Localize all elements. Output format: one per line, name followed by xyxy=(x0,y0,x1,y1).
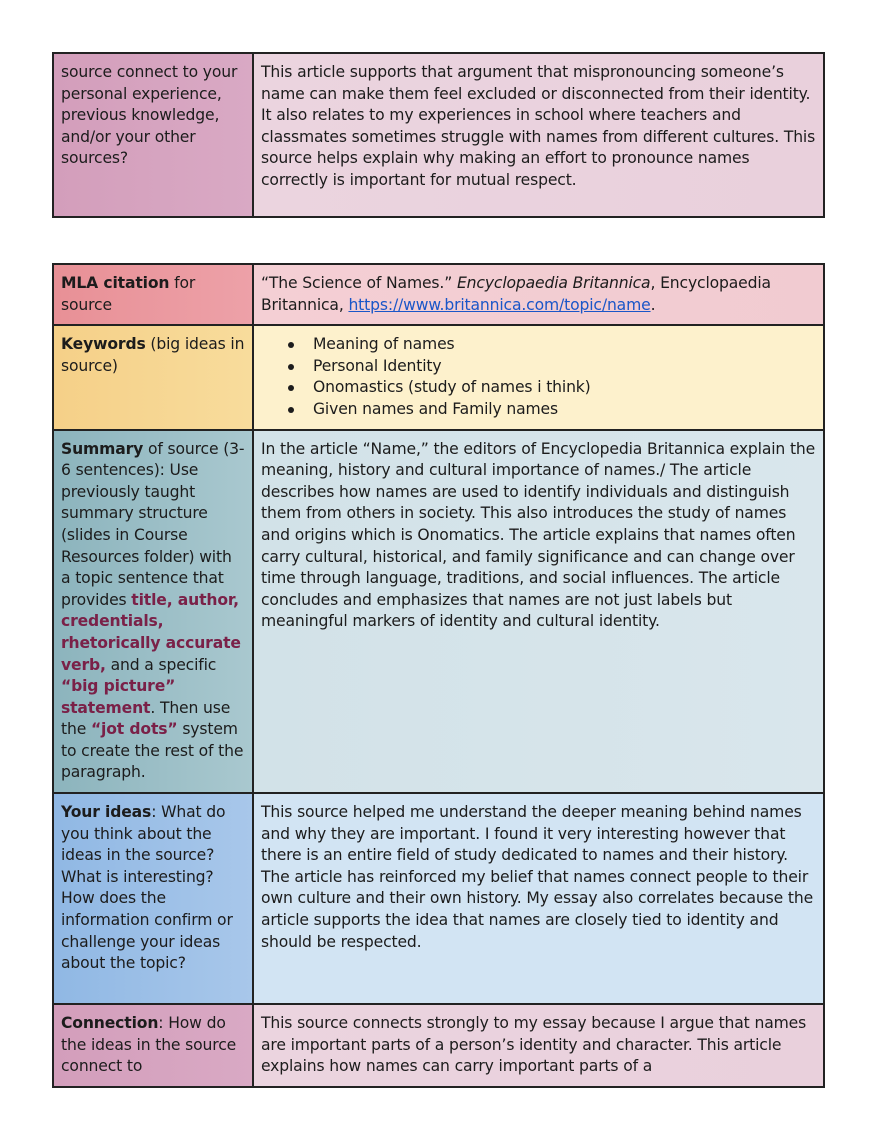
connection-label-bold: Connection xyxy=(61,1014,159,1033)
summary-label-part1: of source (3-6 sentences): Use previously taught summary structure (slides in Course Resources folder) with a topic sentence that provides xyxy=(61,439,245,609)
keywords-label-rest: (big ideas in source) xyxy=(61,335,245,375)
summary-label-part2: and a specific xyxy=(105,655,217,674)
ideas-row xyxy=(53,793,824,1004)
summary-label-accent3: “jot dots” xyxy=(90,720,178,739)
ideas-label-cell xyxy=(53,793,253,1004)
ideas-label-rest: : What do you think about the ideas in the source? What is interesting? How does the information confirm or challenge your ideas about the topic? xyxy=(61,803,233,973)
connection-label-cell xyxy=(53,53,253,217)
connection-label-rest: : How do the ideas in the source connect to xyxy=(61,1014,237,1076)
citation-url-link[interactable]: https://www.britannica.com/topic/name xyxy=(348,295,651,314)
summary-label-bold: Summary xyxy=(61,439,144,458)
citation-container: Encyclopaedia Britannica xyxy=(456,274,651,292)
summary-response-text: In the article “Name,” the editors of Encyclopedia Britannica explain the meaning, history and cultural importance of names./ The article describes how names are used to identify individuals and distinguish them from others in society. This also introduces the study of names and origins which is Onomatics. The article explains that names often carry cultural, historical, and family significance and can change over time through language, traditions, and social influences. The article concludes and emphasizes that names are not just labels but meaningful markers of identity and cultural identity. xyxy=(261,439,816,631)
connection-response-text: This article supports that argument that mispronouncing someone’s name can make them feel excluded or disconnected from their identity. It also relates to my experiences in school where teachers and classmates sometimes struggle with names from different cultures. This source helps explain why making an effort to pronounce names correctly is important for mutual respect. xyxy=(261,63,816,189)
mla-label-bold: MLA citation xyxy=(61,274,170,292)
citation-title: “The Science of Names.” xyxy=(261,274,457,292)
mla-label-cell xyxy=(53,264,253,325)
keyword-item: Given names and Family names xyxy=(313,399,816,421)
summary-row xyxy=(53,430,824,794)
keywords-list-cell[interactable] xyxy=(253,325,824,429)
keywords-label-bold: Keywords xyxy=(61,335,146,354)
connection-label-text: source connect to your personal experience, previous knowledge, and/or your other sources? xyxy=(61,63,238,168)
summary-label-cell xyxy=(53,430,253,794)
summary-label-accent1: title, author, credentials, rhetorically accurate verb, xyxy=(61,590,241,674)
keywords-label-cell xyxy=(53,325,253,429)
mla-label-rest: for source xyxy=(61,274,196,314)
keyword-item: Personal Identity xyxy=(313,356,816,378)
connection-row xyxy=(53,1004,824,1087)
mla-row xyxy=(53,264,824,325)
citation-publisher: , Encyclopaedia Britannica, xyxy=(261,274,771,314)
mla-citation-cell[interactable] xyxy=(253,264,824,325)
ideas-response-cell[interactable] xyxy=(253,793,824,1004)
summary-label-part3: . Then use the xyxy=(61,698,231,739)
summary-response-cell[interactable] xyxy=(253,430,824,794)
keyword-item: Meaning of names xyxy=(313,334,816,356)
summary-label-part4: system to create the rest of the paragraph. xyxy=(61,720,244,782)
connection-row-continued xyxy=(53,53,824,217)
keyword-item: Onomastics (study of names i think) xyxy=(313,377,816,399)
connection-response-cell[interactable] xyxy=(253,53,824,217)
source-table xyxy=(52,263,825,1088)
connection-response-cell[interactable] xyxy=(253,1004,824,1087)
connection-response-text: This source connects strongly to my essay because I argue that names are important parts of a person’s identity and character. This article explains how names can carry important parts of a xyxy=(261,1014,807,1076)
source-table-previous xyxy=(52,52,825,218)
keywords-row xyxy=(53,325,824,429)
keywords-list xyxy=(261,334,816,420)
ideas-response-text: This source helped me understand the deeper meaning behind names and why they are important. I found it very interesting however that there is an entire field of study dedicated to names and their history. The article has reinforced my belief that names connect people to their own culture and their own history. My essay also correlates because the article supports the idea that names are closely tied to identity and should be respected. xyxy=(261,803,814,951)
connection-label-cell xyxy=(53,1004,253,1087)
ideas-label-bold: Your ideas xyxy=(61,803,152,822)
summary-label-accent2: “big picture” statement xyxy=(61,677,176,717)
citation-end: . xyxy=(650,295,656,314)
